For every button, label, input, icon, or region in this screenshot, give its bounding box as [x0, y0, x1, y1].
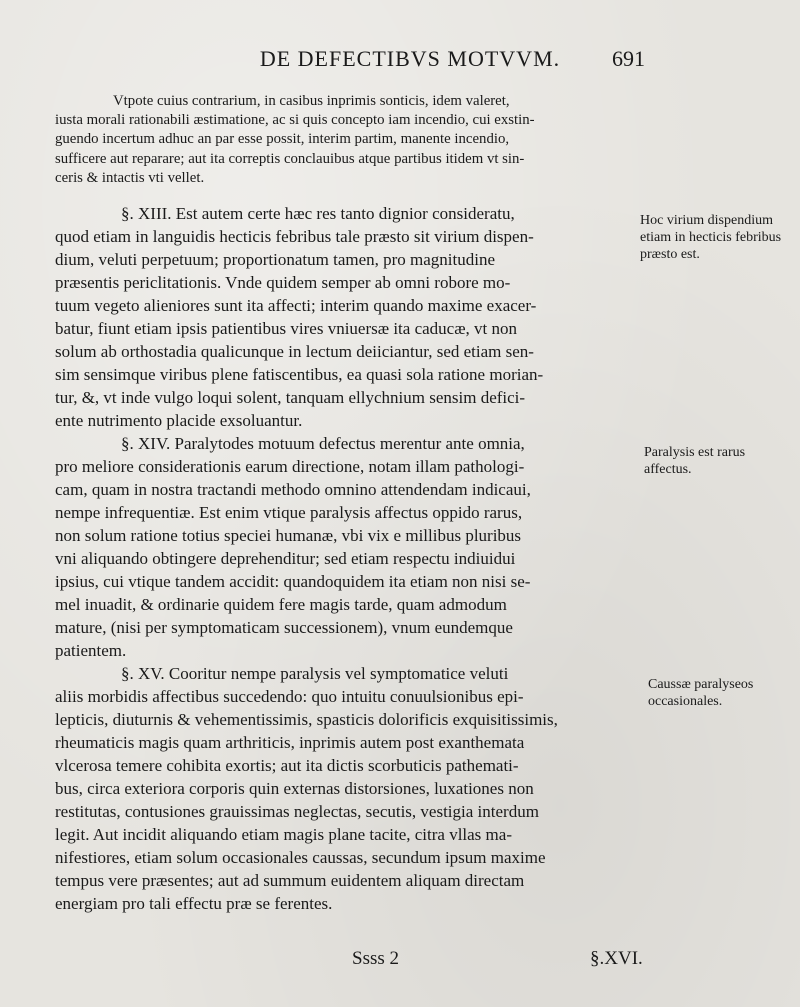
text-line: pro meliore considerationis earum directione, notam illam pathologi- [55, 457, 525, 477]
section-heading-line: §. XIII. Est autem certe hæc res tanto dignior consideratu, [121, 204, 515, 224]
text-line: quod etiam in languidis hecticis febribus tale præsto sit virium dispen- [55, 227, 534, 247]
text-line: solum ab orthostadia qualicunque in lectum deiiciantur, sed etiam sen- [55, 342, 534, 362]
marginal-note-hectic: Hoc virium dispendium etiam in hecticis febribus præsto est. [640, 213, 782, 262]
text-line: ipsius, cui vtique tandem accidit: quandoquidem ita etiam non nisi se- [55, 572, 531, 592]
section-xiii [55, 202, 635, 432]
text-line: nempe infrequentiæ. Est enim vtique paralysis affectus oppido rarus, [55, 503, 523, 523]
text-line: vlcerosa temere cohibita exortis; aut ita dictis scorbuticis pathemati- [55, 756, 519, 776]
paragraph-intro-cont [55, 111, 635, 188]
text-line: energiam pro tali effectu præ se ferentes. [55, 894, 333, 914]
text-line: tur, &, vt inde vulgo loqui solent, tanquam ellychnium sensim defici- [55, 388, 526, 408]
section-xiv [55, 432, 635, 662]
text-block [55, 92, 635, 915]
paragraph-intro [113, 92, 635, 111]
text-line: Vtpote cuius contrarium, in casibus inprimis sonticis, idem valeret, [113, 93, 510, 109]
running-head: DE DEFECTIBVS MOTVVM. [259, 46, 561, 71]
text-line: cam, quam in nostra tractandi methodo omnino attendendam indicaui, [55, 480, 531, 500]
text-line: guendo incertum adhuc an par esse possit, interim partim, manente incendio, [55, 131, 510, 148]
text-line: mel inuadit, & ordinarie quidem fere magis tarde, quam admodum [55, 595, 507, 615]
text-line: rheumaticis magis quam arthriticis, inprimis autem post exanthemata [55, 733, 525, 753]
text-line: batur, fiunt etiam ipsis patientibus vires vniuersæ ita caducæ, vt non [55, 319, 518, 339]
text-line: non solum ratione totius speciei humanæ, vbi vix e millibus pluribus [55, 526, 522, 546]
text-line: iusta morali rationabili æstimatione, ac si quis concepto iam incendio, cui exstin- [55, 112, 535, 129]
section-heading-line: §. XV. Cooritur nempe paralysis vel symptomatice veluti [121, 664, 509, 684]
text-line: vni aliquando obtingere deprehenditur; sed etiam respectu indiuidui [55, 549, 516, 569]
text-line: aliis morbidis affectibus succedendo: quo intuitu conuulsionibus epi- [55, 687, 524, 707]
text-line: mature, (nisi per symptomaticam successionem), vnum eundemque [55, 618, 513, 638]
text-line: tuum vegeto alieniores sunt ita affecti; interim quando maxime exacer- [55, 296, 537, 316]
marginal-note-paralysis: Paralysis est rarus affectus. [644, 445, 746, 477]
page-number: 691 [612, 46, 645, 71]
text-line: ente nutrimento placide exsoluantur. [55, 411, 303, 431]
section-heading-line: §. XIV. Paralytodes motuum defectus merentur ante omnia, [121, 434, 525, 454]
text-line: tempus vere præsentes; aut ad summum euidentem aliquam directam [55, 871, 525, 891]
catchword: §.XVI. [590, 948, 643, 969]
text-line: lepticis, diuturnis & vehementissimis, spasticis dolorificis exquisitissimis, [55, 710, 558, 730]
text-line: ceris & intactis vti vellet. [55, 169, 205, 186]
bleed-through-mark [640, 98, 643, 114]
text-line: nifestiores, etiam solum occasionales caussas, secundum ipsum maxime [55, 848, 546, 868]
text-line: bus, circa exteriora corporis quin externas distorsiones, luxationes non [55, 779, 534, 799]
text-line: restitutas, contusiones grauissimas neglectas, secutis, vestigia interdum [55, 802, 539, 822]
text-line: præsentis periclitationis. Vnde quidem semper ab omni robore mo- [55, 273, 511, 293]
text-line: patientem. [55, 641, 127, 661]
text-line: sim sensimque viribus plene fatiscentibus, ea quasi sola ratione morian- [55, 365, 544, 385]
section-xv [55, 662, 635, 915]
text-line: dium, veluti perpetuum; proportionatum tamen, pro magnitudine [55, 250, 496, 270]
signature-mark: Ssss 2 [352, 948, 399, 969]
marginal-note-causes: Caussæ paralyseos occasionales. [648, 677, 754, 709]
text-line: sufficere aut reparare; aut ita correptis conclauibus atque partibus itidem vt sin- [55, 150, 525, 167]
text-line: legit. Aut incidit aliquando etiam magis plane tacite, citra vllas ma- [55, 825, 512, 845]
